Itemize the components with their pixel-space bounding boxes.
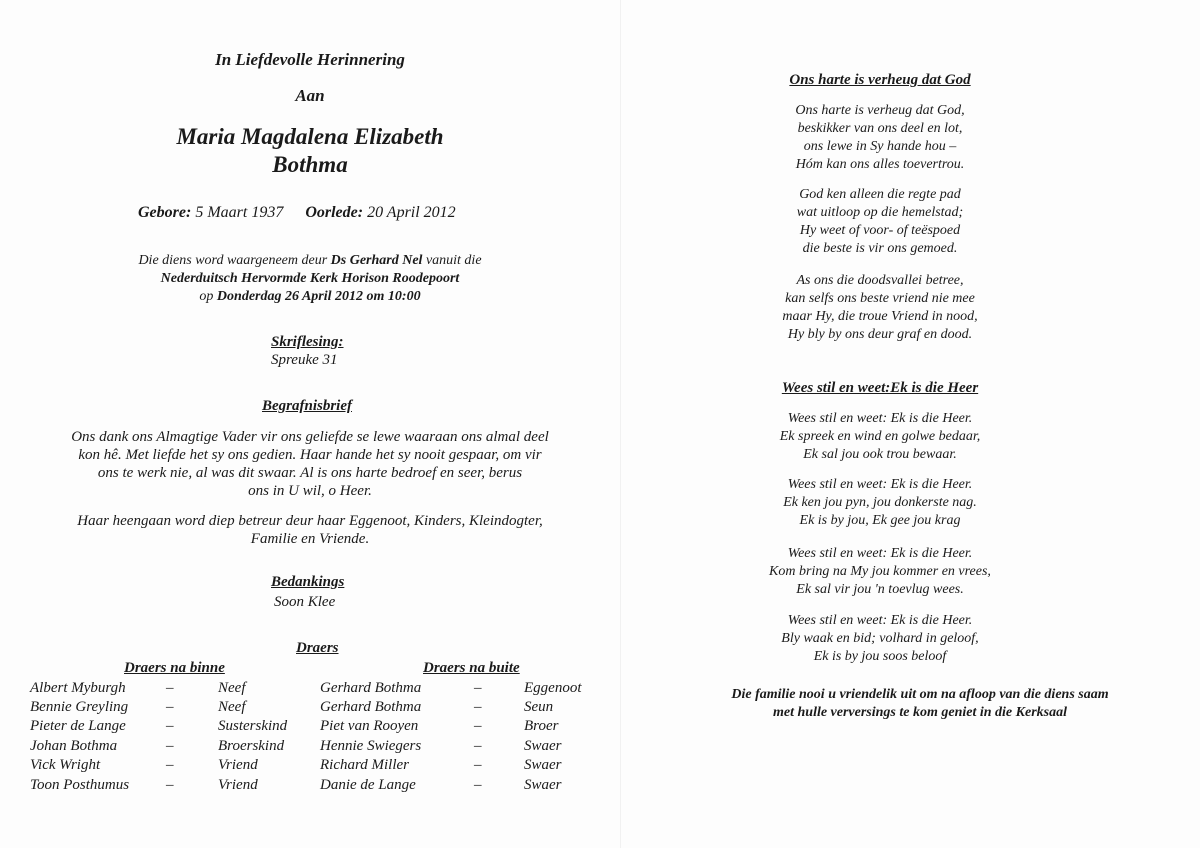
hymn-line: Wees stil en weet: Ek is die Heer. — [787, 411, 973, 426]
bearer-relation: Broer — [524, 718, 559, 734]
born-date: 5 Maart 1937 — [195, 204, 284, 221]
bearer-relation: Swaer — [524, 757, 562, 773]
service-intro: Die diens word waargeneem deur — [138, 253, 328, 268]
bearer-relation: Eggenoot — [524, 680, 582, 696]
letter-heading: Begrafnisbrief — [262, 398, 352, 414]
dates-line — [138, 204, 456, 222]
deceased-name-line1: Maria Magdalena Elizabeth — [176, 124, 444, 149]
bearer-name: Albert Myburgh — [30, 680, 126, 696]
hymn-line: ons lewe in Sy hande hou – — [803, 139, 957, 154]
bearer-name: Johan Bothma — [30, 738, 118, 754]
service-from: vanuit die — [425, 253, 482, 268]
hymn-line: Wees stil en weet: Ek is die Heer. — [787, 477, 973, 492]
hymn-line: Hy weet of voor- of teëspoed — [799, 223, 961, 238]
aan-label: Aan — [295, 86, 325, 105]
hymn-line: Hóm kan ons alles toevertrou. — [795, 157, 965, 172]
hymn-line: Wees stil en weet: Ek is die Heer. — [787, 613, 973, 628]
bearer-dash: – — [166, 738, 174, 754]
bearer-dash: – — [474, 738, 482, 754]
hymn-line: Ek spreek en wind en golwe bedaar, — [779, 429, 981, 444]
bearer-dash: – — [166, 680, 174, 696]
died-date: 20 April 2012 — [367, 204, 456, 221]
hymn-line: God ken alleen die regte pad — [799, 187, 961, 202]
service-on: op — [199, 289, 214, 304]
died-label: Oorlede: — [305, 204, 364, 221]
hymn-line: Ek ken jou pyn, jou donkerste nag. — [783, 495, 977, 510]
service-details — [60, 252, 560, 306]
inside-bearers-heading: Draers na binne — [124, 660, 225, 676]
hymn1-stanza — [680, 102, 1080, 174]
bearer-name: Gerhard Bothma — [320, 699, 422, 715]
hymn-line: Ek sal vir jou 'n toevlug wees. — [796, 582, 964, 597]
hymn-line: Wees stil en weet: Ek is die Heer. — [787, 546, 973, 561]
bearer-relation: Neef — [218, 699, 246, 715]
letter-paragraph-1 — [10, 428, 610, 500]
bearers-heading: Draers — [296, 640, 339, 656]
bearer-dash: – — [474, 777, 482, 793]
bearer-name: Piet van Rooyen — [320, 718, 419, 734]
bearer-dash: – — [474, 680, 482, 696]
bearer-relation: Seun — [524, 699, 554, 715]
letter-paragraph-2 — [10, 512, 610, 548]
hymn2-stanza — [680, 545, 1080, 599]
bearer-name: Pieter de Lange — [30, 718, 126, 734]
hymn-line: wat uitloop op die hemelstad; — [796, 205, 964, 220]
hymn-line: Kom bring na My jou kommer en vrees, — [769, 564, 991, 579]
hymn2-stanza — [680, 476, 1080, 530]
bearer-name: Gerhard Bothma — [320, 680, 422, 696]
hymn-line: Ek is by jou soos beloof — [813, 649, 947, 664]
bearer-relation: Vriend — [218, 777, 258, 793]
bearer-relation: Neef — [218, 680, 246, 696]
bearer-name: Bennie Greyling — [30, 699, 129, 715]
right-page — [640, 0, 1200, 848]
hymn-line: Hy bly by ons deur graf en dood. — [787, 327, 973, 342]
hymn2-stanza — [680, 410, 1080, 464]
bearer-dash: – — [474, 757, 482, 773]
bearer-name: Richard Miller — [320, 757, 410, 773]
bearer-dash: – — [166, 699, 174, 715]
minister-name: Ds Gerhard Nel — [330, 253, 423, 268]
hymn-line: Ek sal jou ook trou bewaar. — [803, 447, 957, 462]
letter-line: kon hê. Met liefde het sy ons gedien. Haar hande het sy nooit gespaar, om vir — [78, 447, 542, 463]
letter-line: ons te werk nie, al was dit swaar. Al is ons harte bedroef en seer, berus — [97, 465, 523, 481]
letter-line: Ons dank ons Almagtige Vader vir ons geliefde se lewe waaraan ons almal deel — [71, 429, 549, 445]
hymn-line: die beste is vir ons gemoed. — [802, 241, 958, 256]
hymn-line: Ons harte is verheug dat God, — [795, 103, 965, 118]
bearer-dash: – — [166, 757, 174, 773]
hymn-line: beskikker van ons deel en lot, — [797, 121, 963, 136]
hymn-line: Ek is by jou, Ek gee jou krag — [799, 513, 961, 528]
letter-line: ons in U wil, o Heer. — [248, 483, 372, 499]
reception-invitation — [640, 686, 1200, 722]
bearer-name: Hennie Swiegers — [320, 738, 422, 754]
bearer-name: Toon Posthumus — [30, 777, 130, 793]
hymn1-title: Ons harte is verheug dat God — [789, 72, 971, 88]
bearer-dash: – — [166, 718, 174, 734]
hymn1-stanza — [680, 272, 1080, 344]
hymn-line: Bly waak en bid; volhard in geloof, — [781, 631, 979, 646]
hymn-line: kan selfs ons beste vriend nie mee — [785, 291, 975, 306]
hymn2-stanza — [680, 612, 1080, 666]
bearer-relation: Swaer — [524, 738, 562, 754]
page-fold — [620, 0, 621, 848]
bearer-dash: – — [474, 699, 482, 715]
reading-text: Spreuke 31 — [271, 352, 338, 368]
hymn1-stanza — [680, 186, 1080, 258]
church-name: Nederduitsch Hervormde Kerk Horison Roodepoort — [160, 271, 460, 286]
service-datetime: Donderdag 26 April 2012 om 10:00 — [216, 289, 421, 304]
hymn-line: As ons die doodsvallei betree, — [796, 273, 964, 288]
invitation-line: Die familie nooi u vriendelik uit om na afloop van die diens saam — [731, 687, 1109, 702]
hymn2-title: Wees stil en weet:Ek is die Heer — [781, 380, 979, 396]
bearer-relation: Vriend — [218, 757, 258, 773]
born-label: Gebore: — [138, 204, 192, 221]
deceased-name-line2: Bothma — [272, 152, 348, 177]
bearer-dash: – — [166, 777, 174, 793]
outside-bearers-heading: Draers na buite — [423, 660, 520, 676]
bearer-relation: Susterskind — [218, 718, 288, 734]
thanks-text: Soon Klee — [274, 594, 336, 610]
invitation-line: met hulle verversings te kom geniet in die Kerksaal — [773, 705, 1067, 720]
reading-heading: Skriflesing: — [271, 334, 344, 350]
bearer-name: Danie de Lange — [320, 777, 416, 793]
bearer-relation: Broerskind — [218, 738, 285, 754]
bearer-relation: Swaer — [524, 777, 562, 793]
thanks-heading: Bedankings — [271, 574, 345, 590]
bearer-dash: – — [474, 718, 482, 734]
memorial-heading: In Liefdevolle Herinnering — [215, 50, 405, 69]
letter-line: Familie en Vriende. — [250, 531, 370, 547]
letter-line: Haar heengaan word diep betreur deur haar Eggenoot, Kinders, Kleindogter, — [77, 513, 543, 529]
hymn-line: maar Hy, die troue Vriend in nood, — [782, 309, 978, 324]
bearer-name: Vick Wright — [30, 757, 101, 773]
